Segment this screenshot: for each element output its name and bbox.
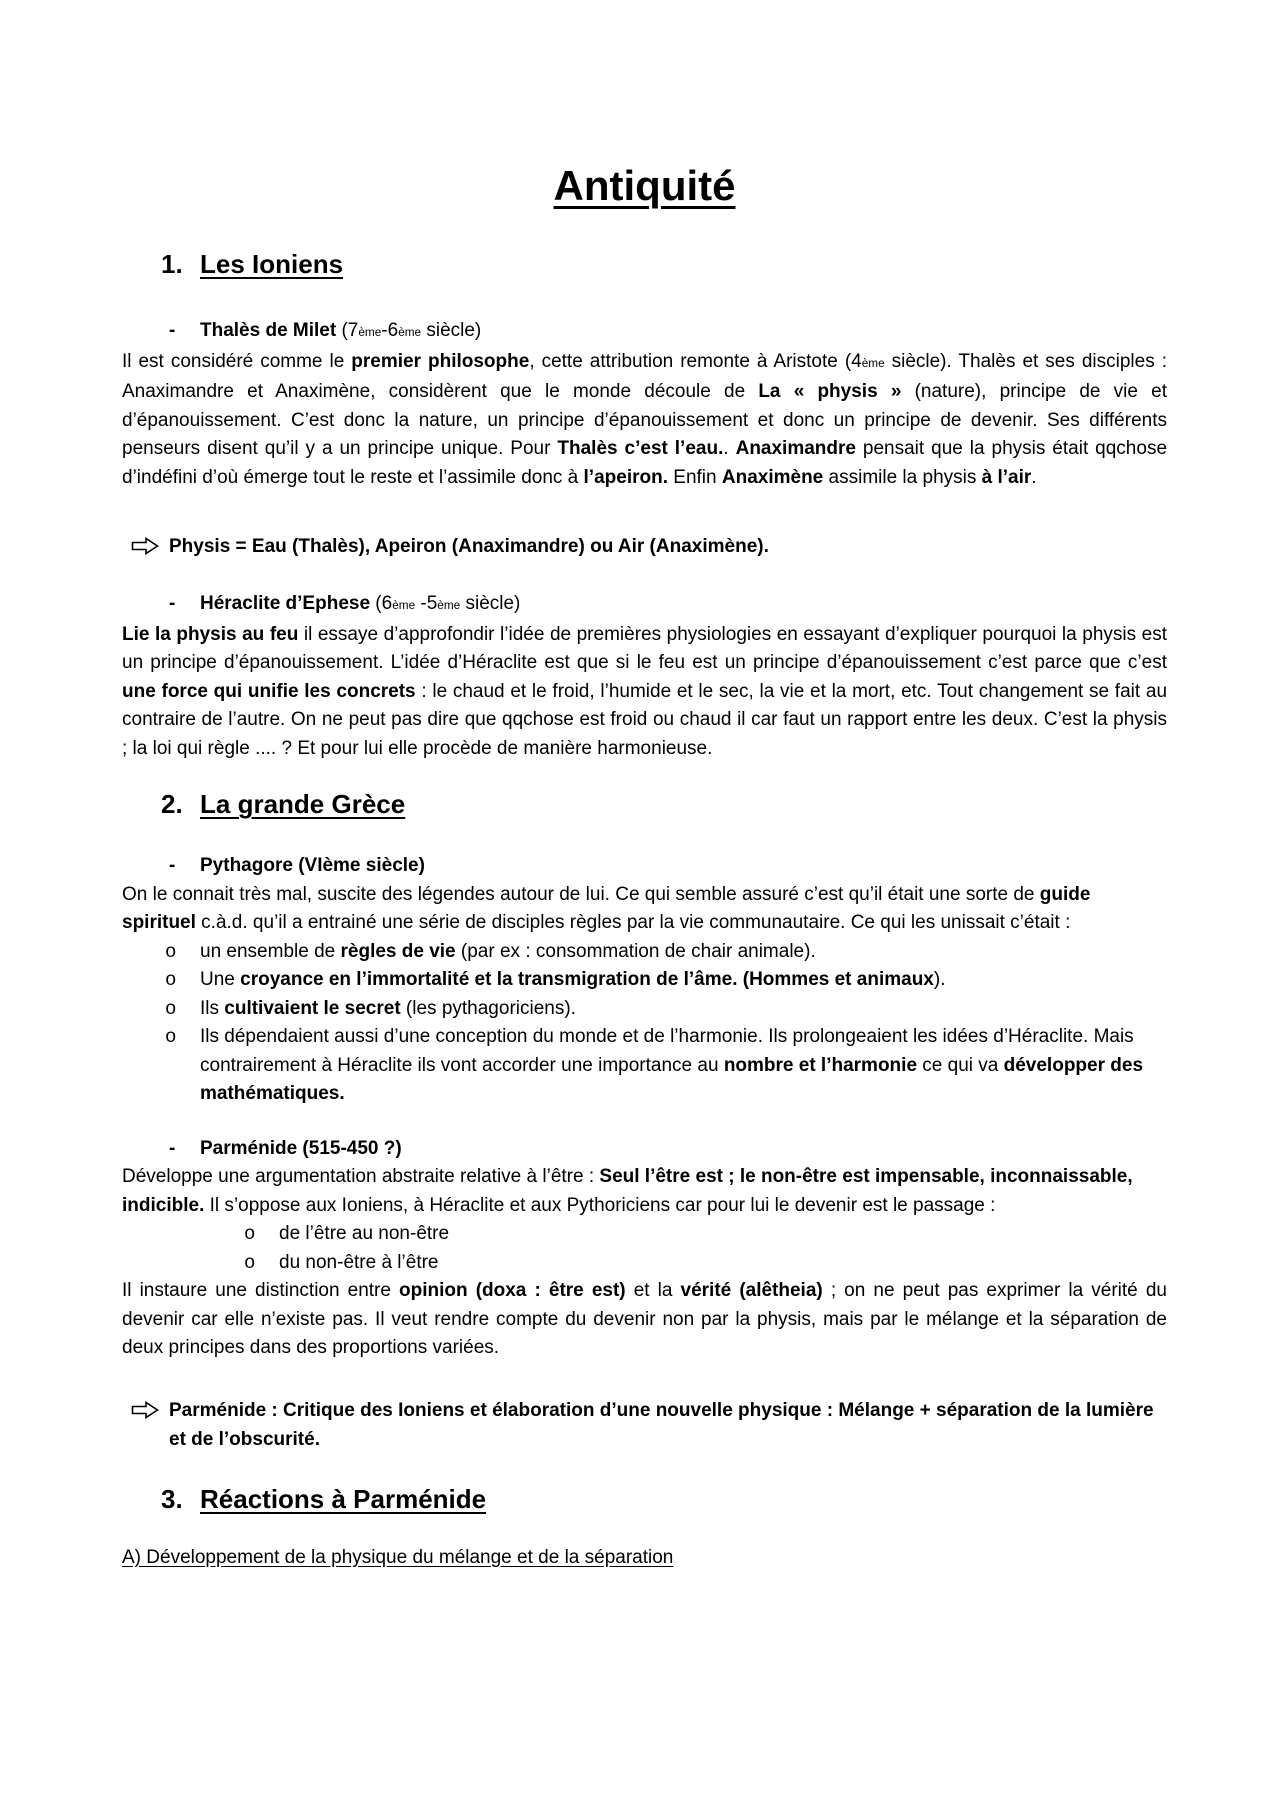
emphasis: Thalès c’est l’eau. — [557, 438, 724, 459]
list-item — [122, 995, 1167, 1024]
text-run: siècle) — [460, 593, 521, 614]
section-number: 3. — [161, 1483, 183, 1514]
text-run: -6 — [381, 320, 399, 341]
text-run: ce qui va — [917, 1054, 1004, 1076]
emphasis: Anaximandre — [735, 438, 856, 459]
emphasis: La « physis » — [758, 381, 902, 402]
list-item — [122, 938, 1167, 967]
text-run: Ils dépendaient aussi d’une conception du monde et de l’harmonie. Ils prolongeaient les idées d’Héraclite. Mais contrairement à Héraclite ils vont accorder une importance au — [200, 1026, 1134, 1076]
text-run: (par ex : consommation de chair animale). — [455, 940, 816, 962]
summary-callout-parmenide — [122, 1396, 1167, 1454]
section-reactions — [122, 1481, 1167, 1573]
section-heading — [122, 246, 1167, 282]
section-ioniens — [122, 246, 1167, 763]
bullet-marker: o — [165, 1026, 177, 1048]
section-number: 1. — [161, 249, 183, 279]
paragraph-parmenide — [122, 1163, 1167, 1220]
ordinal-suffix: ème — [398, 326, 422, 339]
section-heading — [122, 786, 1167, 822]
section-title: Les Ioniens — [200, 249, 344, 279]
text-run: (les pythagoriciens). — [400, 997, 576, 1019]
philosopher-heading-thales — [122, 317, 1167, 348]
text-run: . — [1031, 466, 1037, 488]
emphasis: nombre et l’harmonie — [723, 1054, 918, 1076]
dash-marker: - — [169, 593, 176, 614]
subsection-heading: A) Développement de la physique du mélange et de la séparation — [122, 1546, 674, 1568]
text-run: Il instaure une distinction entre — [122, 1280, 400, 1301]
text-run: . — [723, 438, 736, 459]
text-run: -5 — [415, 593, 438, 614]
philosopher-heading-heraclite — [122, 590, 1167, 621]
ordinal-suffix: ème — [358, 326, 382, 339]
emphasis: une force qui unifie les concrets — [122, 680, 416, 702]
bullet-marker: o — [244, 1251, 256, 1274]
dash-marker: - — [169, 1137, 176, 1159]
emphasis: premier philosophe — [351, 350, 530, 372]
text-run: ). — [933, 969, 946, 990]
text-run: On le connait très mal, suscite des légendes autour de lui. Ce qui semble assuré c’est qu’il était une sorte de — [122, 883, 1040, 905]
section-grande-grece — [122, 786, 1167, 1454]
philosopher-heading-parmenide — [122, 1135, 1167, 1164]
text-run: Une — [200, 969, 241, 990]
philosopher-name: Héraclite d’Ephese — [200, 593, 371, 614]
text-run: et la — [625, 1280, 681, 1301]
text-run: siècle). Thalès et ses disciples : Anaximandre et Anaximène, considèrent que le monde découle de — [122, 350, 1167, 402]
emphasis: vérité (alêtheia) — [680, 1280, 823, 1301]
bullet-marker: o — [244, 1223, 256, 1245]
paragraph-parmenide-distinction — [122, 1277, 1167, 1363]
summary-text: Physis = Eau (Thalès), Apeiron (Anaximandre) ou Air (Anaximène). — [169, 536, 769, 557]
philosopher-name: Pythagore (VIème siècle) — [200, 855, 425, 876]
text-run: Développe une argumentation abstraite relative à l’être : — [122, 1166, 600, 1187]
list-item — [122, 1249, 1167, 1278]
text-run: : le chaud et le froid, l’humide et le sec, la vie et la mort, etc. Tout changement se fait au contraire de l’autre. On ne peut pas dire que qqchose est froid ou chaud il car faut un rapport entre les deux. C’est la physis ; la loi qui règle .... ? Et pour lui elle procède de manière harmonieuse. — [122, 680, 1168, 759]
page-title: Antiquité — [553, 162, 736, 209]
emphasis: Seul l’être est ; le non-être est impensable, inconnaissable, indicible. — [122, 1166, 1133, 1216]
text-run: Ils — [200, 997, 225, 1019]
text-run: un ensemble de — [200, 940, 341, 962]
philosopher-name: Thalès de Milet — [200, 320, 337, 341]
ordinal-suffix: ème — [392, 599, 416, 612]
text-run: ; on ne peut pas exprimer la vérité du devenir car elle n’existe pas. Il veut rendre compte du devenir non par la physis, mais par le mélange et la séparation de deux principes dans des proportions variées. — [122, 1280, 1167, 1358]
text-run: (nature), principe de vie et d’épanouissement. C’est donc la nature, un principe d’épanouissement et donc un principe de devenir. Ses différents penseurs disent qu’il y a un principe unique. Pour — [122, 381, 1167, 459]
right-arrow-icon — [131, 537, 159, 555]
emphasis: guide spirituel — [122, 883, 1091, 933]
list-item-text: de l’être au non-être — [279, 1223, 450, 1244]
paragraph-pythagore — [122, 881, 1167, 938]
emphasis: règles de vie — [340, 940, 456, 962]
section-heading — [122, 1481, 1167, 1517]
summary-text: Parménide : Critique des Ioniens et élaboration d’une nouvelle physique : Mélange + séparation de la lumière et de l’obscurité. — [169, 1399, 1154, 1450]
paragraph-heraclite — [122, 621, 1167, 764]
text-run: Il est considéré comme le — [122, 350, 352, 372]
text-run: Enfin — [668, 466, 722, 488]
text-run: , cette attribution remonte à Aristote (4 — [529, 350, 862, 372]
bullet-marker: o — [165, 969, 177, 991]
ordinal-suffix: ème — [861, 356, 885, 370]
text-run: pensait que la physis était qqchose d’indéfini d’où émerge tout le reste et l’assimile donc à — [122, 438, 1168, 488]
emphasis: cultivaient le secret — [224, 997, 401, 1019]
emphasis: développer des mathématiques. — [200, 1054, 1144, 1104]
right-arrow-icon — [131, 1401, 159, 1419]
section-number: 2. — [161, 789, 183, 819]
bullet-marker: o — [165, 997, 177, 1020]
emphasis: croyance en l’immortalité et la transmigration de l’âme. (Hommes et animaux — [240, 969, 934, 990]
text-run: il essaye d’approfondir l’idée de premières physiologies en essayant d’expliquer pourquoi la physis est un principe d’épanouissement. L’idée d’Héraclite est que si le feu est un principe d’épanouissement c’est parce que c’est — [122, 623, 1167, 673]
text-run: Il s’oppose aux Ioniens, à Héraclite et aux Pythoriciens car pour lui le devenir est le passage : — [204, 1194, 996, 1216]
text-run: assimile la physis — [823, 466, 982, 488]
emphasis: Lie la physis au feu — [122, 623, 299, 645]
list-item-text: du non-être à l’être — [279, 1251, 439, 1273]
emphasis: opinion (doxa : être est) — [399, 1280, 626, 1301]
text-run: c.à.d. qu’il a entrainé une série de disciples règles par la vie communautaire. Ce qui les unissait c’était : — [195, 912, 1071, 933]
section-title: La grande Grèce — [200, 789, 406, 819]
dash-marker: - — [169, 855, 176, 876]
emphasis: Anaximène — [721, 466, 824, 488]
sub-bullet-list — [122, 1220, 1167, 1277]
paragraph-thales — [122, 348, 1167, 493]
dash-marker: - — [169, 320, 176, 341]
emphasis: à l’air — [981, 466, 1032, 488]
list-item — [122, 966, 1167, 995]
philosopher-heading-pythagore — [122, 852, 1167, 881]
philosopher-name: Parménide (515-450 ?) — [200, 1137, 402, 1159]
emphasis: l’apeiron. — [583, 466, 668, 488]
text-run: siècle) — [421, 320, 482, 341]
section-title: Réactions à Parménide — [200, 1483, 487, 1514]
bullet-list — [122, 938, 1167, 1109]
ordinal-suffix: ème — [437, 599, 461, 612]
summary-callout-physis — [122, 532, 1167, 561]
list-item — [122, 1023, 1167, 1109]
bullet-marker: o — [165, 940, 177, 963]
text-run: (6 — [370, 593, 393, 614]
text-run: (7 — [336, 320, 359, 341]
list-item — [122, 1220, 1167, 1249]
